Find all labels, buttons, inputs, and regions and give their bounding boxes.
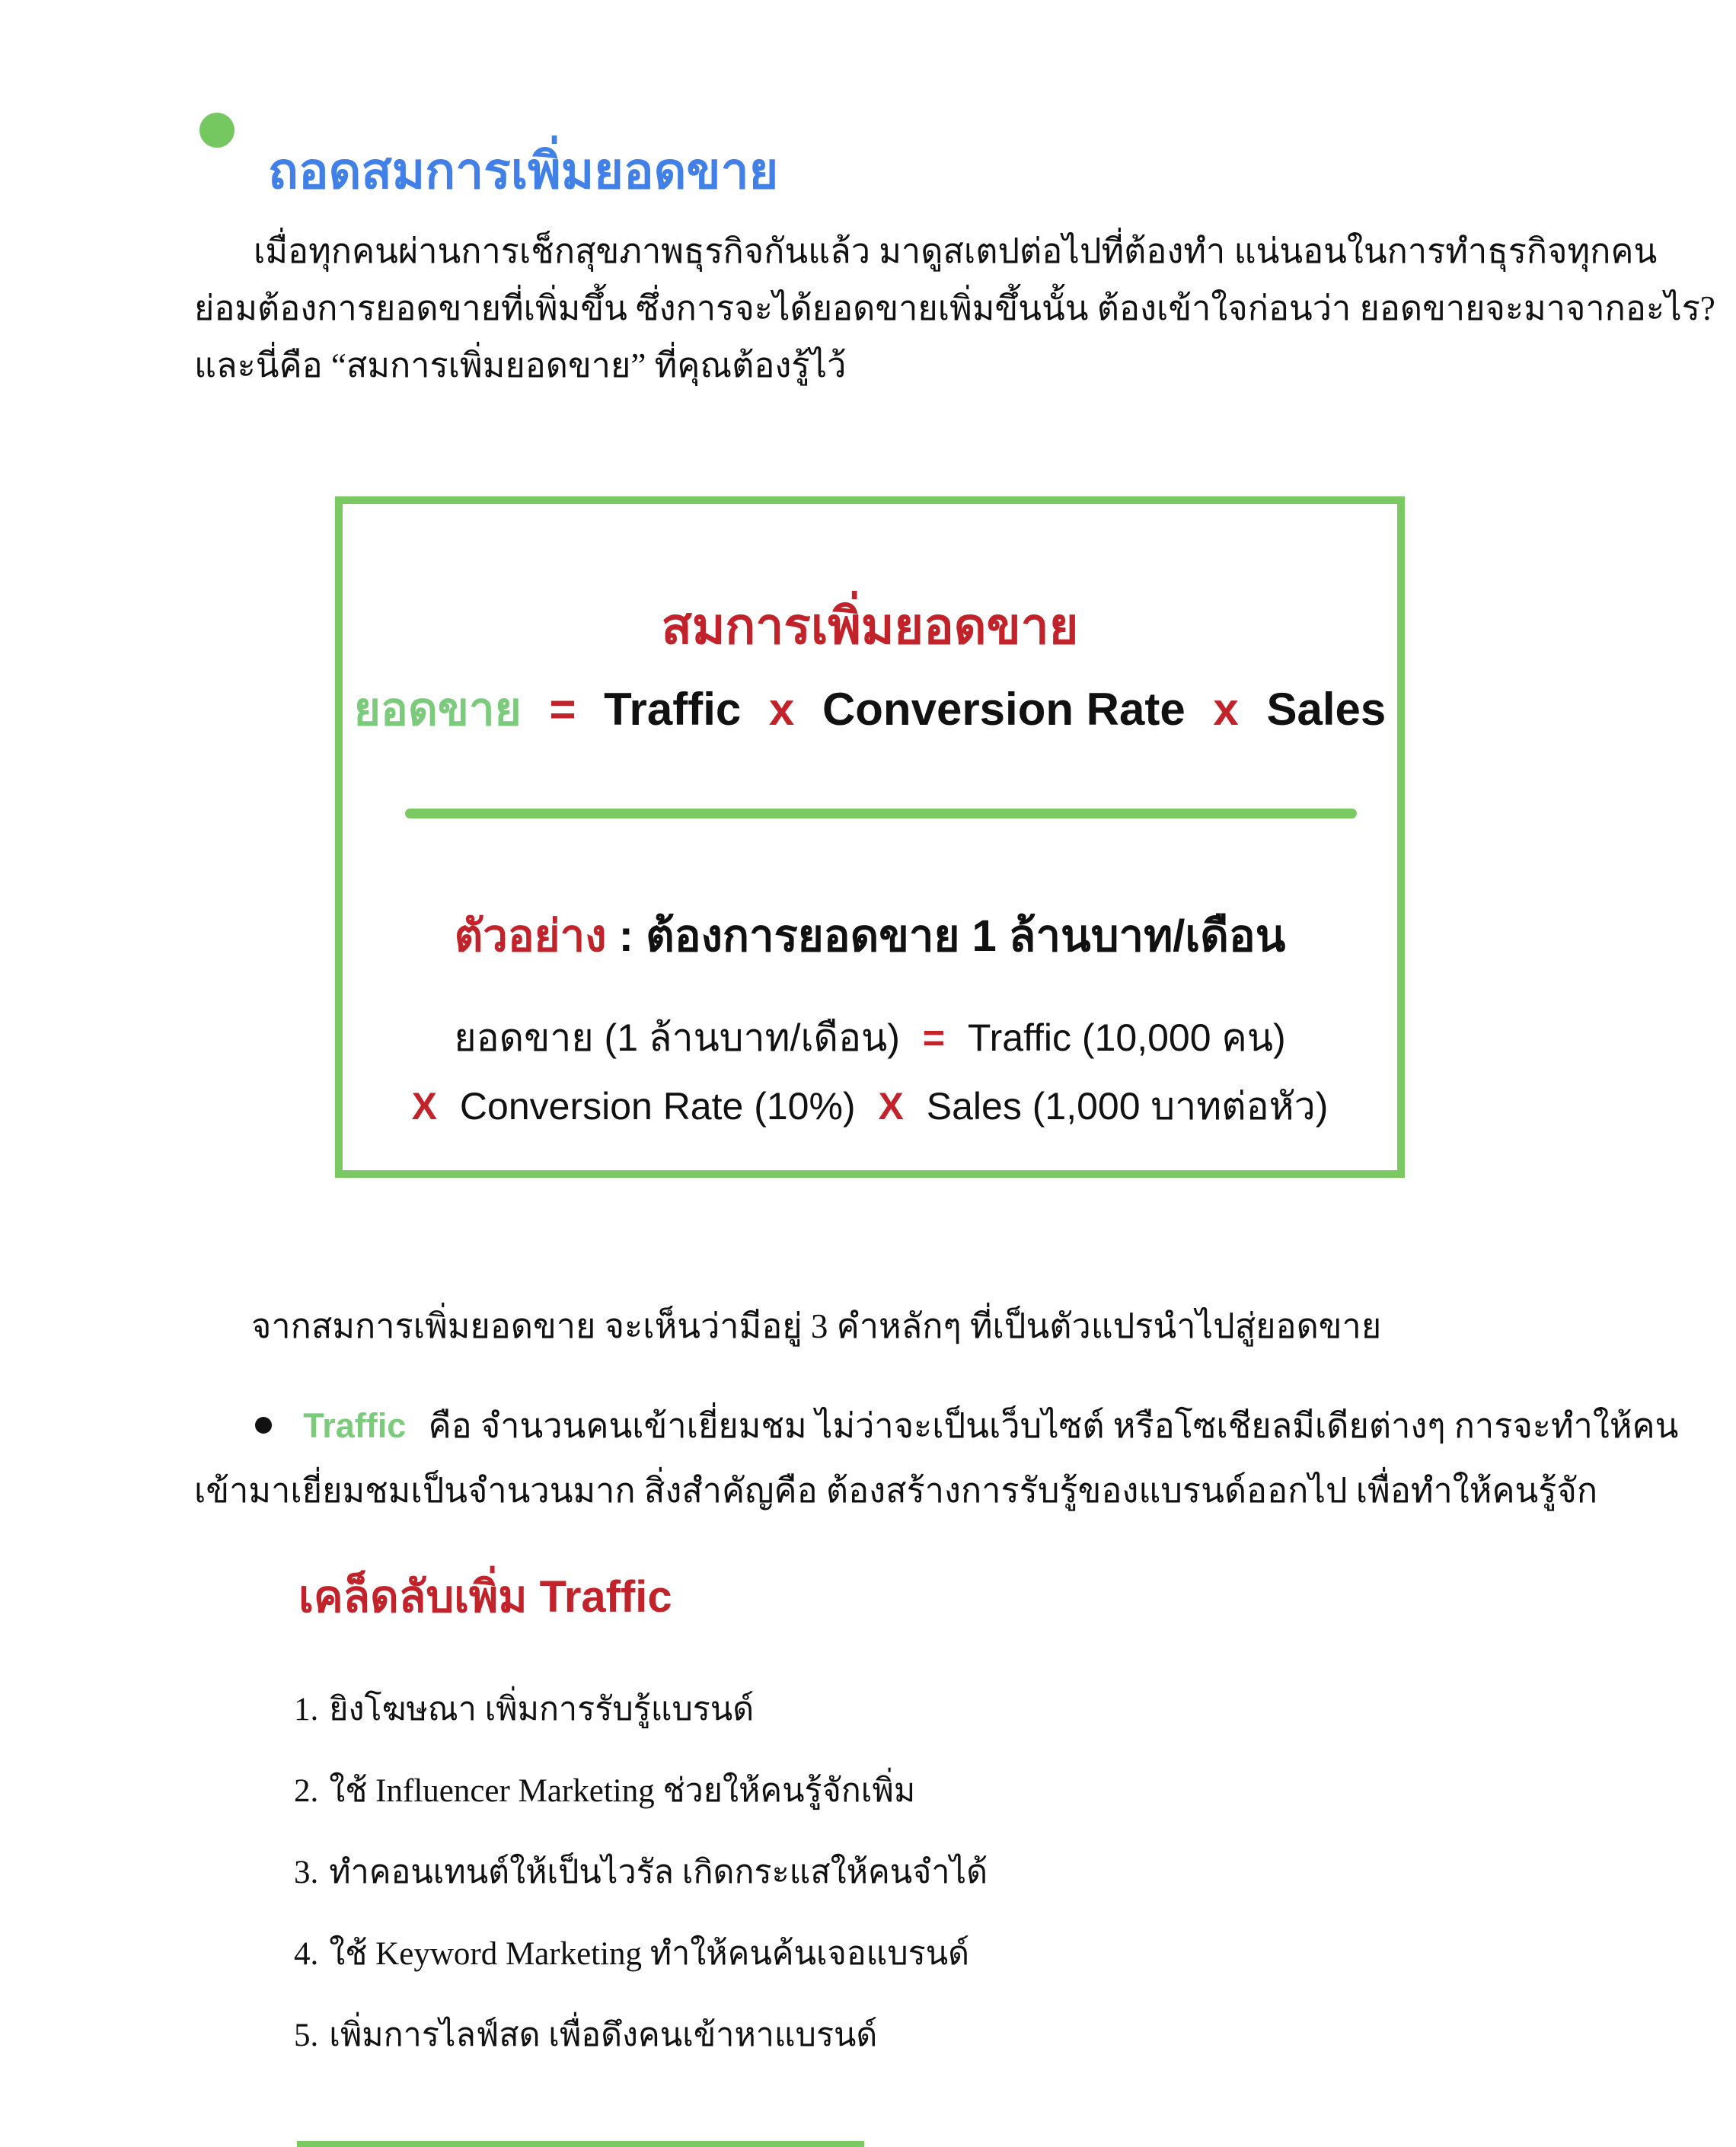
list-item-text: เพิ่มการไลฟ์สด เพื่อดึงคนเข้าหาแบรนด์ — [329, 2018, 878, 2053]
list-item-number: 2. — [294, 1773, 319, 1809]
list-item — [294, 1764, 915, 1816]
list-item-text: ยิงโฆษณา เพิ่มการรับรู้แบรนด์ — [329, 1692, 755, 1727]
list-item — [294, 1846, 988, 1897]
list-item — [294, 1927, 969, 1979]
intro-line-1: เมื่อทุกคนผ่านการเช็กสุขภาพธุรกิจกันแล้ว มาดูสเตปต่อไปที่ต้องทำ แน่นอนในการทำธุรกิจทุกคน — [254, 232, 1658, 270]
equation-formula — [343, 673, 1397, 745]
example-formula-line-1 — [343, 1008, 1397, 1068]
formula-term-sales: Sales — [1266, 684, 1387, 735]
traffic-term: Traffic — [303, 1406, 407, 1445]
tips-heading: เคล็ดลับเพิ่ม Traffic — [298, 1572, 672, 1622]
example-equals-sign: = — [922, 1016, 945, 1059]
section-bullet-icon — [199, 113, 235, 148]
formula-term-conversion-rate: Conversion Rate — [822, 684, 1186, 735]
equation-box — [335, 496, 1405, 1178]
list-item — [294, 2008, 877, 2060]
formula-lhs: ยอดขาย — [353, 684, 522, 735]
intro-line-2: ย่อมต้องการยอดขายที่เพิ่มขึ้น ซึ่งการจะได้ยอดขายเพิ่มขึ้นนั้น ต้องเข้าใจก่อนว่า ยอดขายจะมาจากอะไร? — [194, 289, 1715, 327]
traffic-bullet-line-2: เข้ามาเยี่ยมชมเป็นจำนวนมาก สิ่งสำคัญคือ ต้องสร้างการรับรู้ของแบรนด์ออกไป เพื่อทำให้คนรู้จัก — [194, 1472, 1598, 1510]
example-label: ตัวอย่าง — [454, 911, 607, 961]
next-box-top-border — [297, 2141, 864, 2147]
formula-equals-sign: = — [549, 684, 576, 735]
example-heading — [343, 900, 1397, 971]
list-item-text: ทำคอนเทนต์ให้เป็นไวรัล เกิดกระแสให้คนจำได้ — [329, 1855, 988, 1890]
body-paragraph-2: จากสมการเพิ่มยอดขาย จะเห็นว่ามีอยู่ 3 คำหลักๆ ที่เป็นตัวแปรนำไปสู่ยอดขาย — [251, 1307, 1382, 1345]
example-formula-line-2 — [343, 1077, 1397, 1137]
example-term-sales: Sales (1,000 บาทต่อหัว) — [926, 1085, 1329, 1128]
list-item-text: ใช้ Influencer Marketing ช่วยให้คนรู้จักเพิ่ม — [329, 1773, 916, 1809]
list-bullet-icon — [255, 1417, 272, 1434]
example-term-traffic: Traffic (10,000 คน) — [967, 1016, 1286, 1059]
traffic-bullet-line-1 — [255, 1398, 1678, 1453]
equation-box-title: สมการเพิ่มยอดขาย — [661, 598, 1079, 654]
example-lhs: ยอดขาย (1 ล้านบาท/เดือน) — [454, 1016, 900, 1059]
formula-multiply-sign: x — [1213, 684, 1239, 735]
page-title: ถอดสมการเพิ่มยอดขาย — [268, 142, 779, 199]
list-item-number: 5. — [294, 2018, 319, 2053]
list-item-number: 4. — [294, 1936, 319, 1972]
list-item-number: 3. — [294, 1855, 319, 1890]
example-term-conversion-rate: Conversion Rate (10%) — [459, 1085, 856, 1128]
divider-line — [405, 809, 1357, 818]
list-item — [294, 1683, 754, 1734]
example-multiply-sign: X — [411, 1085, 437, 1128]
example-heading-text: : ต้องการยอดขาย 1 ล้านบาท/เดือน — [618, 911, 1286, 961]
traffic-definition-text: คือ จำนวนคนเข้าเยี่ยมชม ไม่ว่าจะเป็นเว็บไซต์ หรือโซเชียลมีเดียต่างๆ การจะทำให้คน — [428, 1407, 1679, 1445]
list-item-number: 1. — [294, 1692, 319, 1727]
formula-multiply-sign: x — [768, 684, 795, 735]
formula-term-traffic: Traffic — [604, 684, 742, 735]
list-item-text: ใช้ Keyword Marketing ทำให้คนค้นเจอแบรนด์ — [329, 1936, 970, 1972]
intro-line-3: และนี่คือ “สมการเพิ่มยอดขาย” ที่คุณต้องรู้ไว้ — [194, 346, 847, 384]
example-multiply-sign: X — [878, 1085, 904, 1128]
